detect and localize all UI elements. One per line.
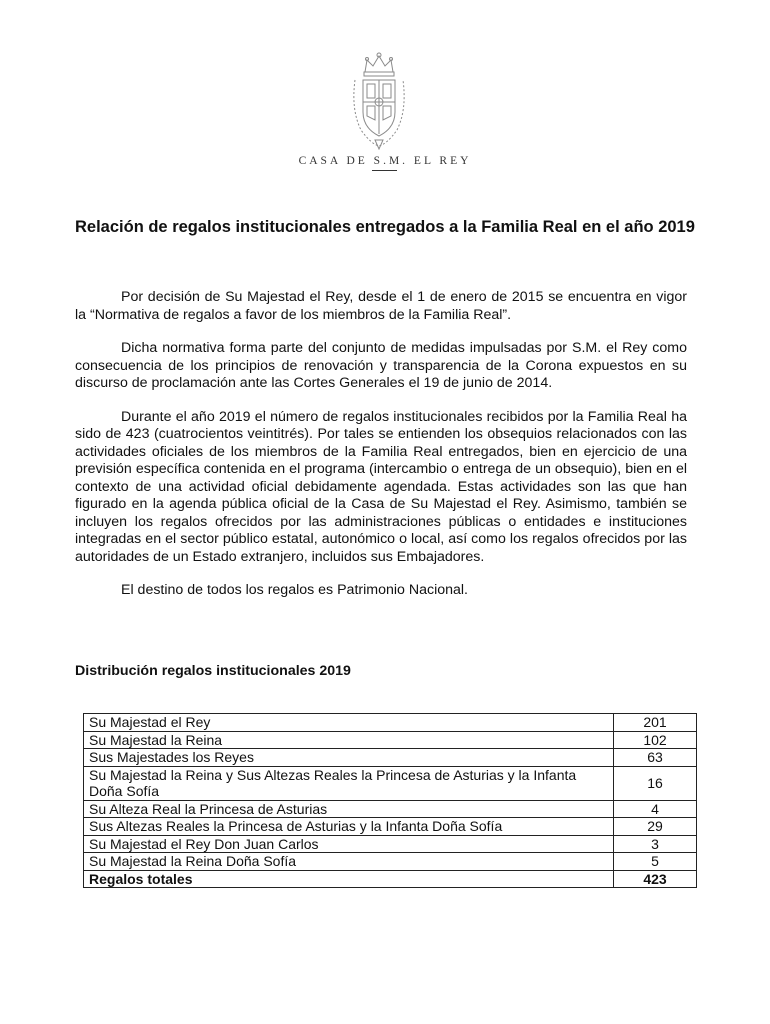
row-label: Su Majestad la Reina xyxy=(84,731,614,749)
row-label: Su Majestad la Reina y Sus Altezas Reales la Princesa de Asturias y la Infanta Doña Sofía xyxy=(84,766,614,800)
row-value: 29 xyxy=(614,818,697,836)
row-label: Su Majestad el Rey Don Juan Carlos xyxy=(84,835,614,853)
row-label: Su Majestad la Reina Doña Sofía xyxy=(84,853,614,871)
paragraph: Durante el año 2019 el número de regalos institucionales recibidos por la Familia Real ha sido de 423 (cuatrocientos veintitrés). Por tales se entienden los obsequios relacionados con las actividades oficiales de los miembros de la Familia Real entregados, bien en ejercicio de una previsión específica contenida en el programa (intercambio o entrega de un obsequio), bien en el contexto de una actividad oficial debidamente agendada. Estas actividades son las que han figurado en la agenda pública oficial de la Casa de Su Majestad el Rey. Asimismo, también se incluyen los regalos ofrecidos por las administraciones públicas o entidades e instituciones integradas en el sector público estatal, autonómico o local, así como los regalos ofrecidos por las autoridades de un Estado extranjero, incluidos sus Embajadores. xyxy=(75,408,687,565)
paragraph: El destino de todos los regalos es Patrimonio Nacional. xyxy=(121,582,468,598)
row-label: Sus Altezas Reales la Princesa de Asturias y la Infanta Doña Sofía xyxy=(84,818,614,836)
document-body xyxy=(75,289,687,616)
row-value: 63 xyxy=(614,749,697,767)
table-row xyxy=(84,749,697,767)
row-label: Su Alteza Real la Princesa de Asturias xyxy=(84,800,614,818)
house-name-text: CASA DE S.M. EL REY xyxy=(298,155,472,167)
distribution-table xyxy=(83,713,697,888)
row-value: 201 xyxy=(614,714,697,732)
row-value: 4 xyxy=(614,800,697,818)
table-row xyxy=(84,714,697,732)
total-label: Regalos totales xyxy=(84,870,614,888)
table-row xyxy=(84,818,697,836)
paragraph: Dicha normativa forma parte del conjunto de medidas impulsadas por S.M. el Rey como consecuencia de los principios de renovación y transparencia de la Corona expuestos en su discurso de proclamación ante las Cortes Generales el 19 de junio de 2014. xyxy=(75,340,687,391)
table-row xyxy=(84,853,697,871)
house-name-underline xyxy=(372,170,397,171)
row-label: Sus Majestades los Reyes xyxy=(84,749,614,767)
total-row xyxy=(84,870,697,888)
table-row xyxy=(84,800,697,818)
house-name xyxy=(0,155,770,167)
royal-coat-of-arms-icon xyxy=(341,50,417,150)
distribution-heading: Distribución regalos institucionales 2019 xyxy=(75,663,351,679)
row-value: 5 xyxy=(614,853,697,871)
row-label: Su Majestad el Rey xyxy=(84,714,614,732)
row-value: 16 xyxy=(614,766,697,800)
document-title: Relación de regalos institucionales entregados a la Familia Real en el año 2019 xyxy=(75,218,695,236)
row-value: 3 xyxy=(614,835,697,853)
table-row xyxy=(84,835,697,853)
paragraph: Por decisión de Su Majestad el Rey, desde el 1 de enero de 2015 se encuentra en vigor la “Normativa de regalos a favor de los miembros de la Familia Real”. xyxy=(75,289,687,323)
total-value: 423 xyxy=(614,870,697,888)
row-value: 102 xyxy=(614,731,697,749)
table-row xyxy=(84,731,697,749)
table-row xyxy=(84,766,697,800)
